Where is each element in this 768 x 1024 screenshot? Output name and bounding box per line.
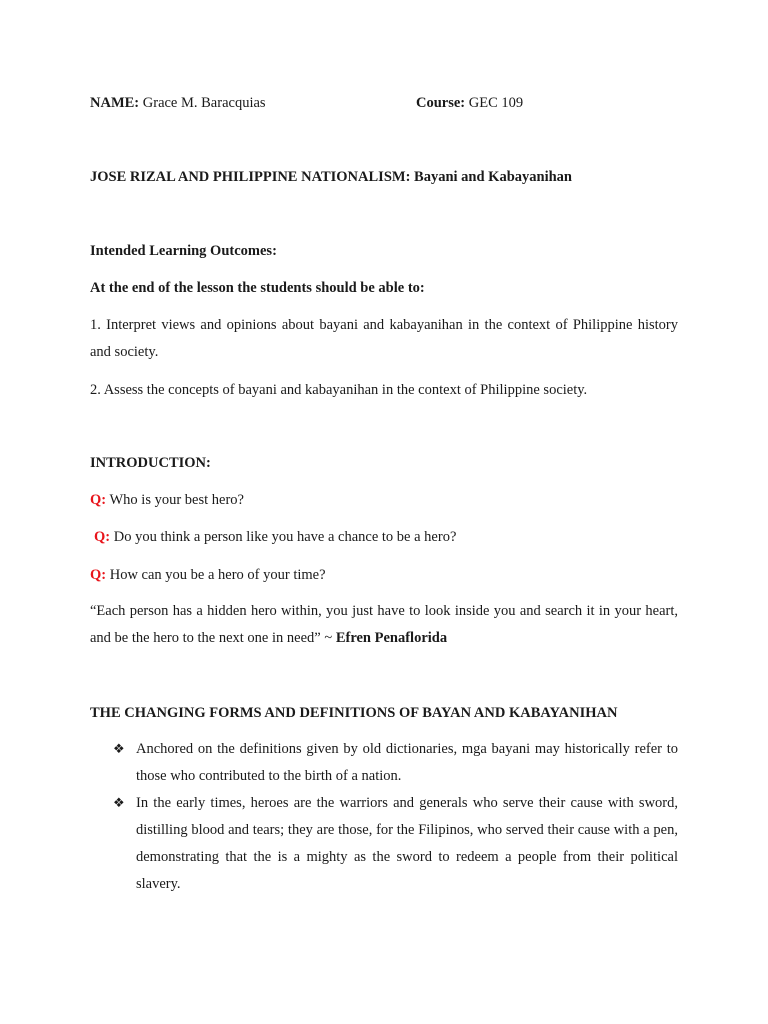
intro-quote bbox=[90, 598, 678, 652]
question-text: Do you think a person like you have a chance to be a hero? bbox=[113, 529, 457, 545]
ilo-item-1: 1. Interpret views and opinions about bayani and kabayanihan in the context of Philippine history and society. bbox=[90, 317, 678, 360]
introduction-heading: INTRODUCTION: bbox=[90, 455, 211, 471]
question-label: Q: bbox=[90, 567, 107, 583]
question-3 bbox=[90, 566, 678, 584]
question-1 bbox=[90, 491, 678, 509]
course-label: Course: bbox=[416, 95, 466, 111]
document-title: JOSE RIZAL AND PHILIPPINE NATIONALISM: Bayani and Kabayanihan bbox=[90, 169, 572, 185]
section-heading: THE CHANGING FORMS AND DEFINITIONS OF BAYAN AND KABAYANIHAN bbox=[90, 705, 618, 721]
course-line bbox=[416, 94, 678, 112]
question-text: Who is your best hero? bbox=[109, 492, 244, 508]
quote-text: “Each person has a hidden hero within, you just have to look inside you and search it in your heart, and be the hero to the next one in need” ~ bbox=[90, 603, 678, 646]
name-value: Grace M. Baracquias bbox=[142, 95, 266, 111]
question-text: How can you be a hero of your time? bbox=[109, 567, 326, 583]
bullet-item-1: Anchored on the definitions given by old dictionaries, mga bayani may historically refer to those who contributed to the birth of a nation. bbox=[136, 741, 678, 784]
name-label: NAME: bbox=[90, 95, 140, 111]
ilo-item-2: 2. Assess the concepts of bayani and kabayanihan in the context of Philippine society. bbox=[90, 382, 588, 398]
question-label: Q: bbox=[90, 492, 107, 508]
bullet-item-2: In the early times, heroes are the warriors and generals who serve their cause with sword, distilling blood and tears; they are those, for the Filipinos, who served their cause with a pen, demonstrating that the is a mighty as the sword to redeem a people from their political slavery. bbox=[136, 795, 678, 892]
diamond-bullet-icon: ❖ bbox=[113, 796, 125, 811]
diamond-bullet-icon: ❖ bbox=[113, 742, 125, 757]
question-label: Q: bbox=[94, 529, 111, 545]
quote-author: Efren Penaflorida bbox=[335, 630, 448, 646]
ilo-heading: Intended Learning Outcomes: bbox=[90, 243, 277, 259]
question-2 bbox=[94, 528, 682, 546]
course-value: GEC 109 bbox=[468, 95, 524, 111]
ilo-subheading: At the end of the lesson the students should be able to: bbox=[90, 280, 425, 296]
